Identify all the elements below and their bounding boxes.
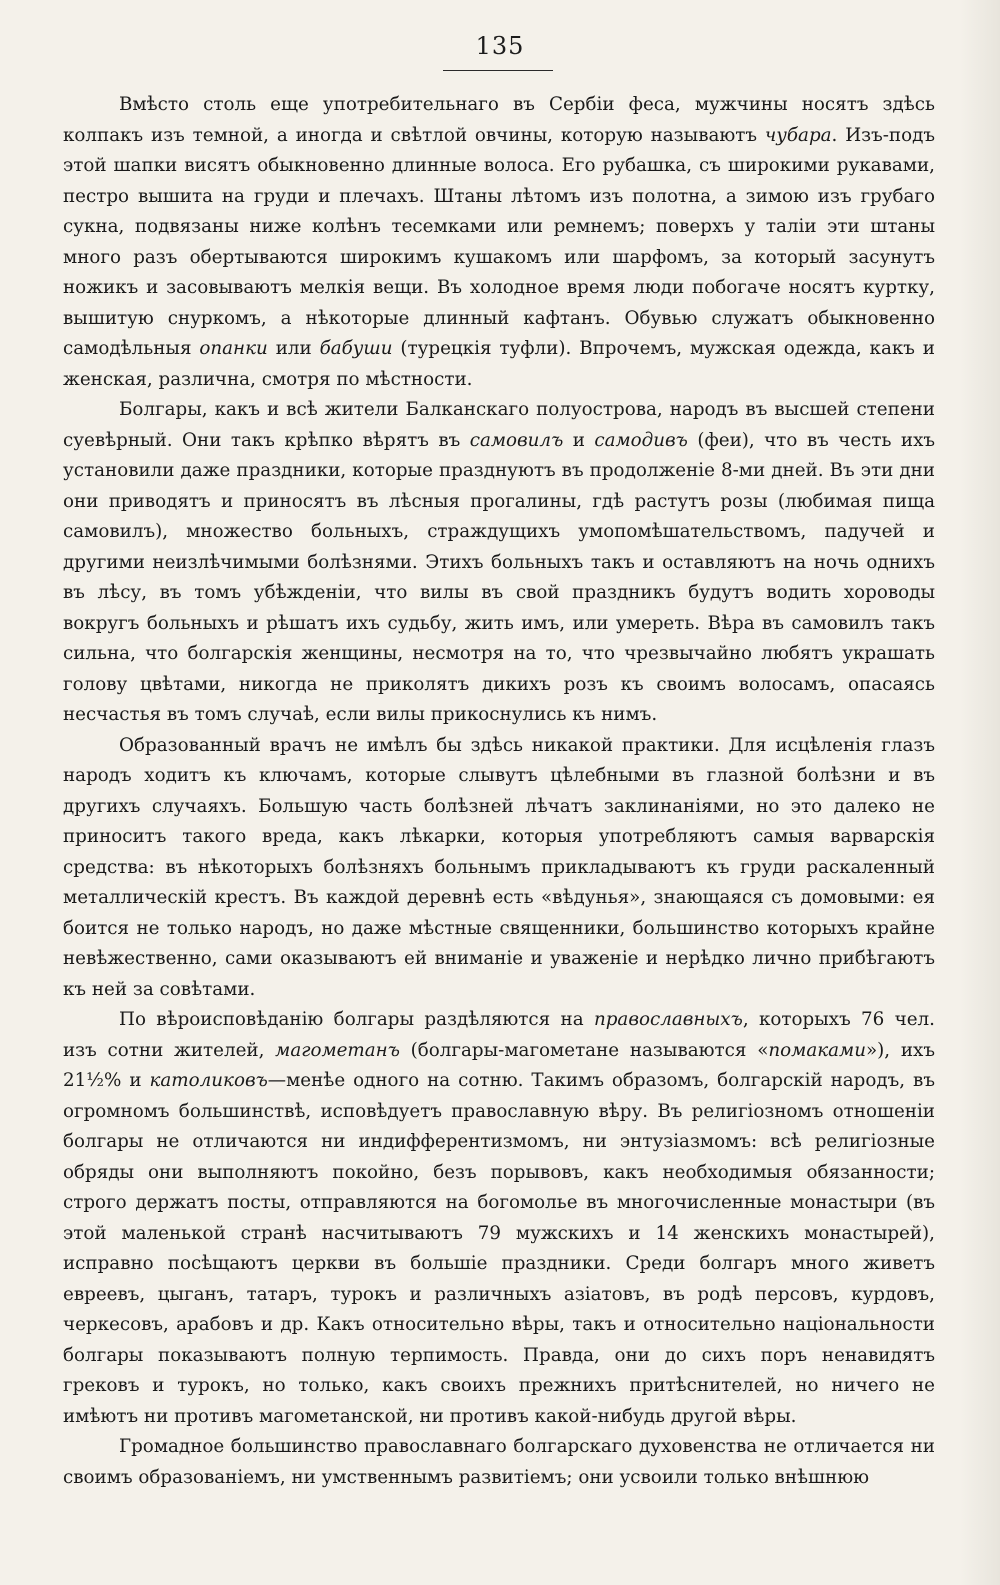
paragraph-superstition — [63, 395, 935, 731]
paragraph-religion — [63, 1005, 935, 1432]
text-run: или — [267, 338, 320, 359]
text-run: , которыхъ 76 чел. изъ сотни жителей, — [63, 1009, 935, 1061]
text-run: —менѣе одного на сотню. Такимъ образомъ, болгарскій народъ, въ огромномъ большинствѣ, исповѣдуетъ православную вѣру. Въ религіозномъ отношеніи болгары не отличаются ни индифферентизмомъ, ни энтузіазмомъ: всѣ религіозные обряды они выполняютъ покойно, безъ порывовъ, какъ необходимыя обязанности; строго держатъ посты, отправляются на богомолье въ многочисленные монастыри (въ этой маленькой странѣ насчитываютъ 79 мужскихъ и 14 женскихъ монастырей), исправно посѣщаютъ церкви въ большіе праздники. Среди болгаръ много живетъ евреевъ, цыганъ, татаръ, турокъ и различныхъ азіатовъ, въ родѣ персовъ, курдовъ, черкесовъ, арабовъ и др. Какъ относительно вѣры, такъ и относительно національности болгары показываютъ полную терпимость. Правда, они до сихъ поръ ненавидятъ грековъ и турокъ, но только, какъ своихъ прежнихъ притѣснителей, но ничего не имѣютъ ни противъ магометанской, ни противъ какой-нибудь другой вѣры. — [63, 1070, 935, 1427]
text-run: и — [563, 429, 595, 451]
italic-term: самовилъ — [469, 429, 564, 451]
italic-term: бабуши — [319, 338, 393, 359]
page-edge-shadow — [960, 0, 1000, 1585]
italic-term: помаками — [768, 1039, 866, 1061]
text-run: Образованный врачъ не имѣлъ бы здѣсь никакой практики. Для исцѣленія глазъ народъ ходитъ къ ключамъ, которые слывутъ цѣлебными въ глазной болѣзни и въ другихъ случаяхъ. Большую часть болѣзней лѣчатъ заклинаніями, но это далеко не приноситъ такого вреда, какъ лѣкарки, которыя употребляютъ самыя варварскія средства: въ нѣкоторыхъ болѣзняхъ больнымъ прикладываютъ къ груди раскаленный металлическій крестъ. Въ каждой деревнѣ есть «вѣдунья», знающаяся съ домовыми: ея боится не только народъ, но даже мѣстные священники, большинство которыхъ крайне невѣжественно, сами оказываютъ ей вниманіе и уваженіе и нерѣдко лично прибѣгаютъ къ ней за совѣтами. — [63, 734, 935, 1000]
page-number-rule — [443, 70, 553, 71]
body-text — [63, 90, 935, 1493]
text-run: (болгары-магометане называются « — [399, 1039, 769, 1061]
italic-term: православныхъ — [593, 1009, 743, 1030]
text-run: »), ихъ 21½% и — [63, 1039, 935, 1091]
italic-term: католиковъ — [149, 1070, 268, 1091]
text-run: . Изъ-подъ этой шапки висятъ обыкновенно длинные волоса. Его рубашка, съ широкими рукавами, пестро вышита на груди и плечахъ. Штаны лѣтомъ изъ полотна, а зимою изъ грубаго сукна, подвязаны ниже колѣнъ тесемками или ремнемъ; поверхъ у таліи эти штаны много разъ обертываются широкимъ кушакомъ или шарфомъ, за который засунутъ ножикъ и засовываютъ мелкія вещи. Въ холодное время люди побогаче носятъ куртку, вышитую снуркомъ, а нѣкоторые длинный кафтанъ. Обувью служатъ обыкновенно самодѣльныя — [63, 124, 935, 359]
text-run: (феи), что въ честь ихъ установили даже праздники, которые празднуютъ въ продолженіе 8-ми дней. Въ эти дни они приводятъ и приносятъ въ лѣсныя прогалины, гдѣ растутъ розы (любимая пища самовилъ), множество больныхъ, страждущихъ умопомѣшательствомъ, падучей и другими неизлѣчимыми болѣзнями. Этихъ больныхъ такъ и оставляютъ на ночь однихъ въ лѣсу, въ томъ убѣжденіи, что вилы въ свой праздникъ будутъ водить хороводы вокругъ больныхъ и рѣшатъ ихъ судьбу, жить имъ, или умереть. Вѣра въ самовилъ такъ сильна, что болгарскія женщины, несмотря на то, что чрезвычайно любятъ украшать голову цвѣтами, никогда не приколятъ дикихъ розъ къ своимъ волосамъ, опасаясь несчастья въ томъ случаѣ, если вилы прикоснулись къ нимъ. — [63, 429, 936, 725]
text-run: Вмѣсто столь еще употребительнаго въ Сербіи феса, мужчины носятъ здѣсь колпакъ изъ темной, а иногда и свѣтлой овчины, которую называютъ — [63, 94, 935, 146]
page-number: 135 — [475, 32, 525, 60]
text-run: (турецкія туфли). Впрочемъ, мужская одежда, какъ и женская, различна, смотря по мѣстности. — [63, 338, 935, 390]
paragraph-clergy — [63, 1432, 935, 1493]
text-run: По вѣроисповѣданію болгары раздѣляются на — [119, 1009, 594, 1030]
text-run: Громадное большинство православнаго болгарскаго духовенства не отличается ни своимъ образованіемъ, ни умственнымъ развитіемъ; они усвоили только внѣшнюю — [63, 1436, 935, 1488]
italic-term: чубара — [764, 124, 832, 146]
italic-term: самодивъ — [594, 429, 688, 451]
paragraph-clothing — [63, 90, 935, 395]
italic-term: опанки — [199, 338, 268, 359]
text-run: Болгары, какъ и всѣ жители Балканскаго полуострова, народъ въ высшей степени суевѣрный. Они такъ крѣпко вѣрятъ въ — [63, 399, 935, 451]
italic-term: магометанъ — [275, 1039, 400, 1061]
paragraph-medicine — [63, 731, 935, 1006]
